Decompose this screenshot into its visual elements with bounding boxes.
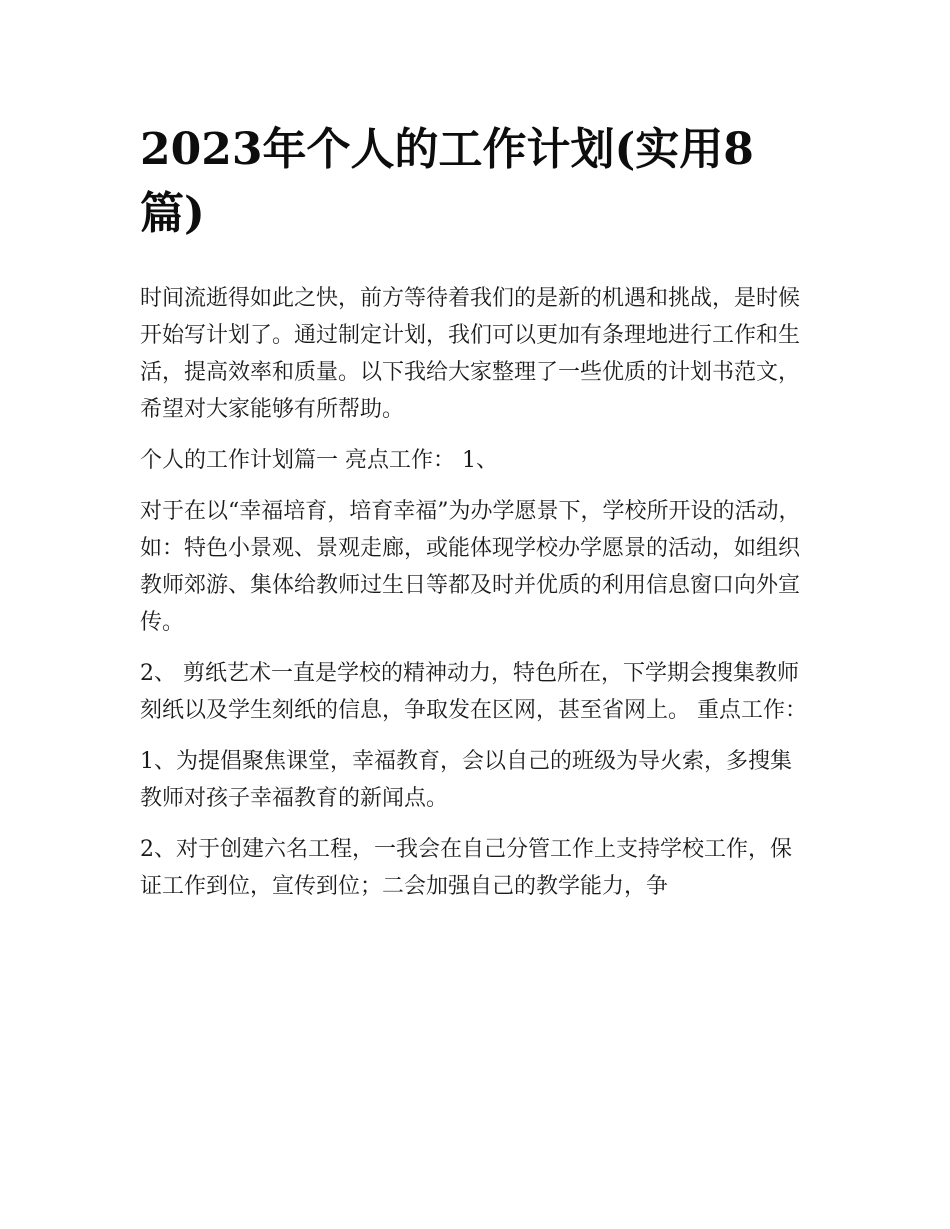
document-title: 2023年个人的工作计划(实用8篇) xyxy=(140,124,754,239)
body-paragraph: 2、 剪纸艺术一直是学校的精神动力，特色所在，下学期会搜集教师刻纸以及学生刻纸的信息，争取发在区网，甚至省网上。 重点工作： xyxy=(140,661,807,723)
body-paragraph: 对于在以“幸福培育，培育幸福”为办学愿景下，学校所开设的活动，如：特色小景观、景观走廊，或能体现学校办学愿景的活动，如组织教师郊游、集体给教师过生日等都及时并优质的利用信息窗口向外宣传。 xyxy=(140,499,801,635)
body-paragraph: 2、对于创建六名工程，一我会在自己分管工作上支持学校工作，保证工作到位，宣传到位；二会加强自己的教学能力，争 xyxy=(140,837,792,899)
intro-paragraph: 时间流逝得如此之快，前方等待着我们的是新的机遇和挑战，是时候开始写计划了。通过制定计划，我们可以更加有条理地进行工作和生活，提高效率和质量。以下我给大家整理了一些优质的计划书范文，希望对大家能够有所帮助。 xyxy=(140,286,801,422)
body-paragraph: 1、为提倡聚焦课堂，幸福教育，会以自己的班级为导火索，多搜集教师对孩子幸福教育的新闻点。 xyxy=(140,749,792,811)
section-heading-plan-one: 个人的工作计划篇一 亮点工作： 1、 xyxy=(140,448,498,473)
document-body xyxy=(140,118,812,905)
